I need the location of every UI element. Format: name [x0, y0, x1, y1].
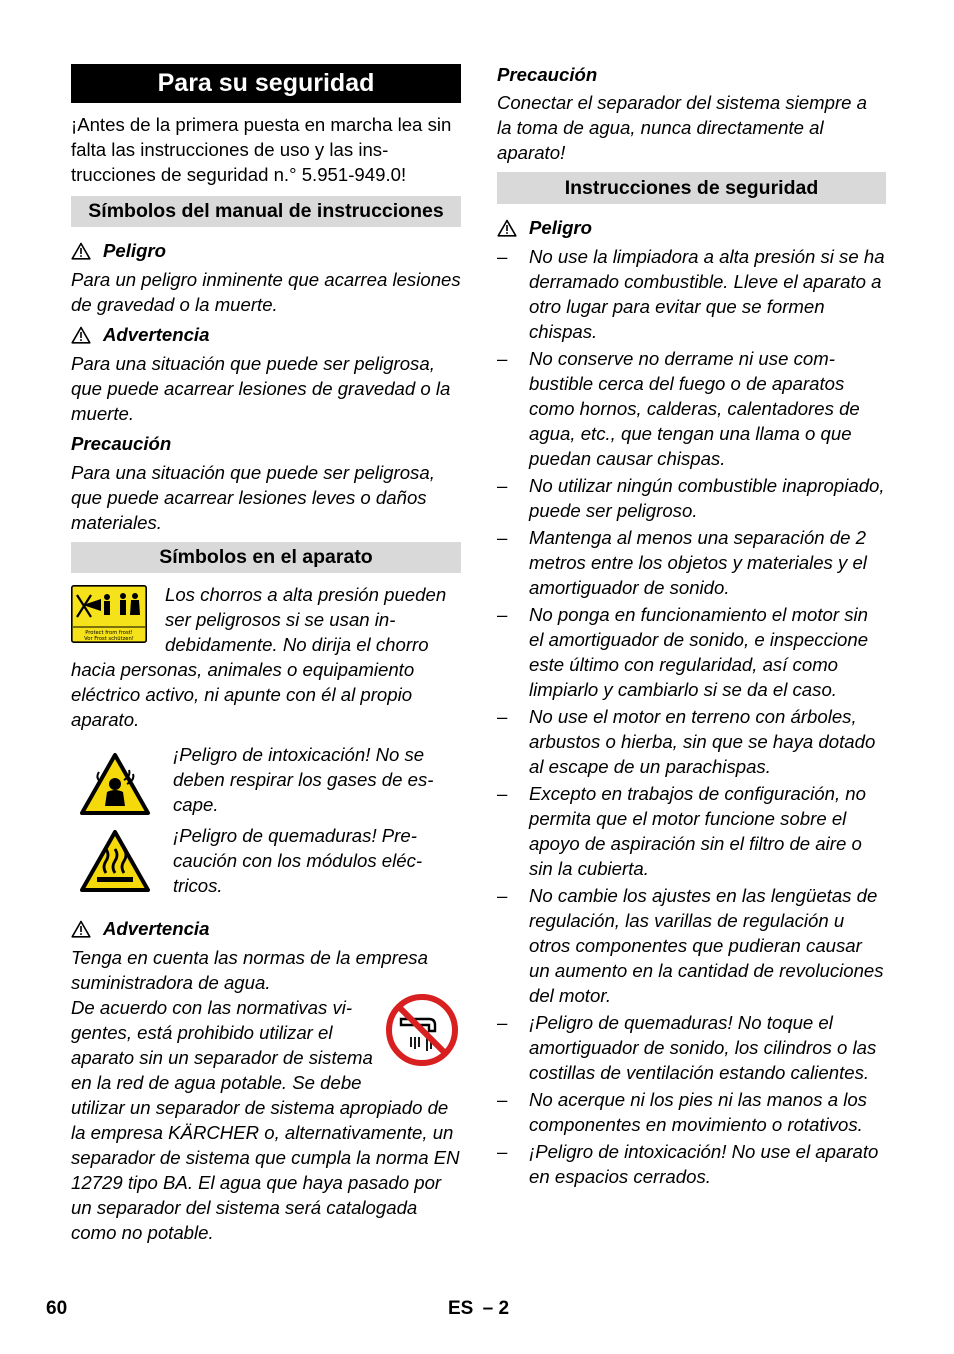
safety-list-item-text: No ponga en funcionamiento el motor sin el amortiguador de sonido, e inspeccione este último con regularidad, así como limpiarlo y cambiarlo si se da el caso. [529, 604, 869, 700]
footer-section [448, 1298, 509, 1320]
water-block [71, 995, 461, 1245]
burn-text: ¡Peligro de quemaduras! Precaución con los módulos eléctricos. [173, 825, 423, 896]
warning-triangle-icon [71, 920, 91, 938]
precaucion-heading [71, 431, 461, 456]
safety-list-item [497, 1139, 886, 1189]
footer-section-code: ES [448, 1298, 474, 1319]
safety-list-item [497, 883, 886, 1008]
safety-list-item [497, 602, 886, 702]
list-dash: – [497, 1012, 508, 1033]
list-dash: – [497, 475, 508, 496]
section-heading-manual-symbols: Símbolos del manual de instrucciones [71, 196, 461, 227]
warning-triangle-icon [497, 219, 517, 237]
list-dash: – [497, 348, 508, 369]
water-text-2: De acuerdo con las normativas vigentes, está prohibido utilizar el aparato sin un separador de sistema en la red de agua potable. Se debe utilizar un separador de sistema apropiado de la empresa KÄRCHER o, alternativamente, un separador de sistema que cumpla la norma EN 12729 tipo BA. El agua que haya pasado por un separador del sistema será catalogada como no potable. [71, 997, 460, 1243]
list-dash: – [497, 885, 508, 906]
advertencia-text: Para una situación que puede ser peligrosa, que puede acarrear lesiones de gravedad o la muerte. [71, 353, 451, 424]
footer-section-page: – 2 [482, 1298, 510, 1319]
precaucion-text-right: Conectar el separador del sistema siempre a la toma de agua, nunca directamente al aparato! [497, 92, 867, 163]
safety-list-item-text: No acerque ni los pies ni las manos a los componentes en movimiento o rotativos. [529, 1089, 867, 1135]
jets-text: Los chorros a alta presión pueden ser peligrosos si se usan indebidamente. No dirija el chorro hacia personas, animales o equipamiento eléctrico activo, ni apunte con él al propio aparato. [71, 584, 447, 730]
precaucion-label-right: Precaución [497, 64, 598, 85]
safety-list-item-text: Excepto en trabajos de configuración, no permita que el motor funcione sobre el apoyo de aspiración sin el filtro de aire o sin la cubierta. [529, 783, 866, 879]
safety-list-item-text: Mantenga al menos una separación de 2 metros entre los objetos y materiales y el amortiguador de sonido. [529, 527, 867, 598]
precaucion-heading-right [497, 62, 886, 87]
peligro-label-right: Peligro [529, 217, 593, 238]
safety-list-item [497, 244, 886, 344]
safety-list-item [497, 781, 886, 881]
precaucion-label: Precaución [71, 433, 172, 454]
jets-block [71, 582, 461, 732]
safety-list-item [497, 473, 886, 523]
burn-block [71, 823, 461, 898]
intox-block [71, 742, 461, 817]
advertencia-heading-2 [71, 916, 461, 941]
peligro-heading [71, 238, 461, 263]
toxic-fumes-warning-icon [79, 752, 151, 816]
safety-list-item-text: ¡Peligro de quemaduras! No toque el amortiguador de sonido, los cilindros o las costillas de ventilación estando calientes. [529, 1012, 877, 1083]
section-heading-device-symbols: Símbolos en el aparato [71, 542, 461, 573]
peligro-heading-right [497, 215, 886, 240]
list-dash: – [497, 604, 508, 625]
safety-list-item-text: No utilizar ningún combustible inapropiado, puede ser peligroso. [529, 475, 885, 521]
peligro-label: Peligro [103, 240, 167, 261]
list-dash: – [497, 1141, 508, 1162]
warning-triangle-icon [71, 326, 91, 344]
advertencia-heading [71, 322, 461, 347]
left-column [71, 60, 461, 1245]
safety-list-item-text: No cambie los ajustes en las lengüetas de regulación, las varillas de regulación u otros componentes que pudieran causar un aumento en la cantidad de revoluciones del motor. [529, 885, 884, 1006]
safety-list-item [497, 525, 886, 600]
safety-list-item-text: No use la limpiadora a alta presión si se ha derramado combustible. Lleve el aparato a otro lugar para evitar que se formen chispas. [529, 246, 885, 342]
safety-list-item-text: ¡Peligro de intoxicación! No use el aparato en espacios cerrados. [529, 1141, 879, 1187]
high-pressure-warning-sticker-icon [71, 585, 147, 643]
warning-triangle-icon [71, 242, 91, 260]
list-dash: – [497, 527, 508, 548]
safety-instructions-list [497, 244, 886, 1189]
water-text-1: Tenga en cuenta las normas de la empresa suministradora de agua. [71, 947, 428, 993]
intox-text: ¡Peligro de intoxicación! No se deben respirar los gases de escape. [173, 744, 434, 815]
precaucion-text: Para una situación que puede ser peligrosa, que puede acarrear lesiones leves o daños materiales. [71, 462, 435, 533]
intro-paragraph: ¡Antes de la primera puesta en marcha lea sin falta las instrucciones de uso y las instrucciones de seguridad n.° 5.951-949.0! [71, 114, 452, 185]
page-title: Para su seguridad [71, 64, 461, 103]
list-dash: – [497, 246, 508, 267]
section-heading-safety-instructions: Instrucciones de seguridad [497, 172, 886, 204]
safety-list-item [497, 704, 886, 779]
page-number: 60 [46, 1298, 68, 1319]
advertencia-label: Advertencia [103, 324, 210, 345]
safety-list-item [497, 1087, 886, 1137]
peligro-text: Para un peligro inminente que acarrea lesiones de gravedad o la muerte. [71, 269, 461, 315]
list-dash: – [497, 706, 508, 727]
safety-list-item-text: No use el motor en terreno con árboles, arbustos o hierba, sin que se haya dotado al escape de un parachispas. [529, 706, 876, 777]
no-drinking-water-icon [385, 993, 459, 1067]
sticker-frost-text-2: Vor Frost schützen! [84, 636, 134, 642]
safety-list-item [497, 1010, 886, 1085]
safety-list-item [497, 346, 886, 471]
hot-surface-warning-icon [79, 829, 151, 893]
advertencia-label-2: Advertencia [103, 918, 210, 939]
list-dash: – [497, 783, 508, 804]
safety-list-item-text: No conserve no derrame ni use combustible cerca del fuego o de aparatos como hornos, calderas, calentadores de agua, etc., que tengan una llama o que puedan causar chispas. [529, 348, 860, 469]
right-column [497, 60, 886, 1191]
list-dash: – [497, 1089, 508, 1110]
sticker-frost-text-1: Protect from frost! [85, 630, 133, 636]
